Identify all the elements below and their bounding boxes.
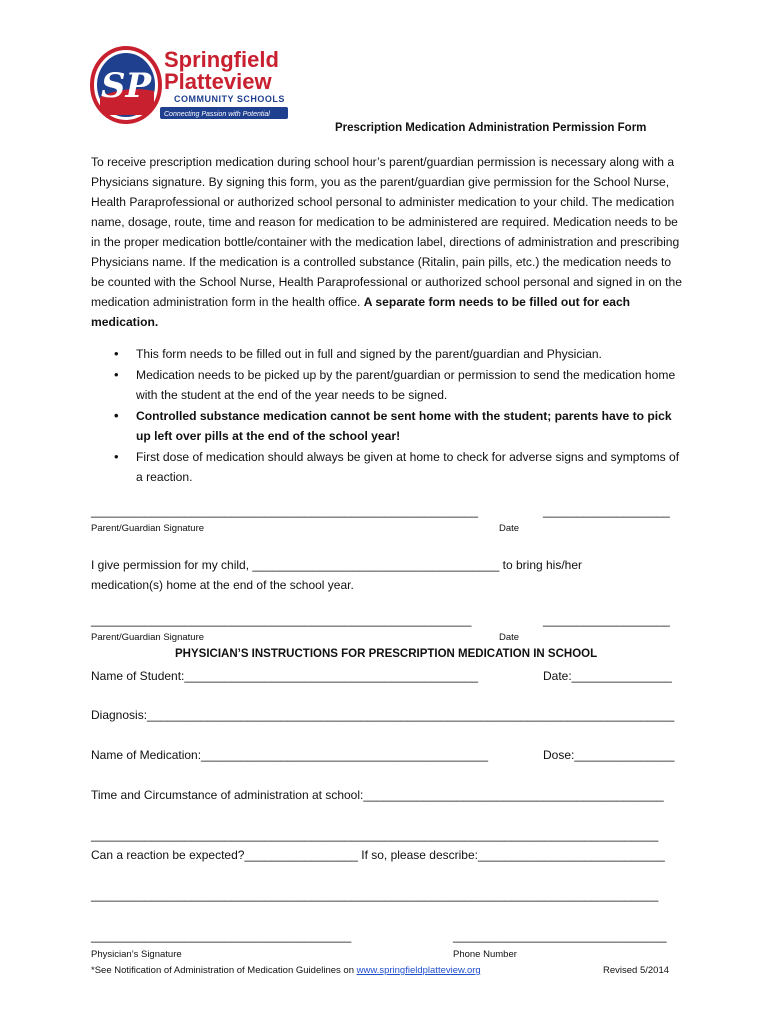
parent-date-line-1[interactable]: ___________________ — [543, 504, 670, 518]
revised-date: Revised 5/2014 — [603, 965, 670, 976]
form-title: Prescription Medication Administration Permission Form — [335, 122, 647, 134]
intro-paragraph — [91, 152, 683, 332]
student-name-field[interactable]: Name of Student:____________________________________________ — [91, 669, 479, 683]
physician-section-title: PHYSICIAN’S INSTRUCTIONS FOR PRESCRIPTION MEDICATION IN SCHOOL — [175, 648, 598, 660]
footer-note-text: *See Notification of Administration of Medication Guidelines on — [91, 965, 354, 976]
permission-line-2: medication(s) home at the end of the school year. — [91, 578, 354, 592]
parent-signature-label-2: Parent/Guardian Signature — [91, 632, 205, 643]
reaction-extra-line[interactable]: _____________________________________________________________________________________ — [91, 888, 659, 902]
physician-signature-line[interactable]: _______________________________________ — [91, 929, 352, 943]
physician-signature-label: Physician’s Signature — [91, 949, 182, 960]
logo-name-line2: Platteview — [164, 69, 272, 94]
phone-number-line[interactable]: ________________________________ — [453, 929, 667, 943]
intro-bold-text: A separate form needs to be filled out for each medication. — [91, 295, 631, 329]
physician-date-field[interactable]: Date:_______________ — [543, 669, 672, 683]
diagnosis-field[interactable]: Diagnosis:_______________________________________________________________________________ — [91, 708, 675, 722]
administration-time-extra-line[interactable]: _____________________________________________________________________________________ — [91, 828, 659, 842]
parent-signature-line-2[interactable]: _________________________________________________________ — [91, 613, 472, 627]
intro-text: To receive prescription medication during school hour’s parent/guardian permission is necessary along with a Physicians signature. By signing this form, you as the parent/guardian give permission for the School Nurse, Health Paraprofessional or authorized school personal to administer medication to your child. The medication name, dosage, route, time and reason for medication to be administered are required. Medication needs to be in the proper medication bottle/container with the medication label, directions of administration and prescribing Physicians name. If the medication is a controlled substance (Ritalin, pain pills, etc.) the medication needs to be counted with the School Nurse, Health Paraprofessional or authorized school personal and signed in on the medication administration form in the health office. — [91, 155, 682, 309]
parent-signature-label-1: Parent/Guardian Signature — [91, 523, 205, 534]
medication-name-field[interactable]: Name of Medication:___________________________________________ — [91, 748, 489, 762]
footer-note — [91, 963, 481, 979]
school-logo — [90, 45, 300, 125]
list-item: • First dose of medication should always be given at home to check for adverse signs and symptoms of a reaction. — [110, 447, 686, 487]
parent-signature-line-1[interactable]: __________________________________________________________ — [91, 504, 479, 518]
logo-tagline: Connecting Passion with Potential — [164, 111, 270, 118]
logo-monogram: SP — [100, 66, 152, 106]
list-item: • Controlled substance medication cannot be sent home with the student; parents have to pick up left over pills at the end of the school year! — [110, 406, 686, 446]
logo-name-line1: Springfield — [164, 47, 279, 72]
parent-date-line-2[interactable]: ___________________ — [543, 613, 670, 627]
logo-name-line3: COMMUNITY SCHOOLS — [174, 94, 285, 104]
parent-date-label-1: Date — [499, 523, 520, 534]
parent-date-label-2: Date — [499, 632, 520, 643]
list-item: • Medication needs to be picked up by the parent/guardian or permission to send the medication home with the student at the end of the year needs to be signed. — [110, 365, 686, 405]
permission-line-1[interactable]: I give permission for my child, _____________________________________ to bring his/her — [91, 558, 583, 572]
guidelines-link[interactable]: www.springfieldplatteview.org — [356, 965, 481, 976]
instructions-list — [110, 344, 686, 488]
administration-time-field[interactable]: Time and Circumstance of administration at school:_____________________________________________ — [91, 788, 664, 802]
dose-field[interactable]: Dose:_______________ — [543, 748, 675, 762]
phone-number-label: Phone Number — [453, 949, 517, 960]
reaction-field[interactable]: Can a reaction be expected?_________________ If so, please describe:____________________________ — [91, 848, 665, 862]
list-item: • This form needs to be filled out in full and signed by the parent/guardian and Physician. — [110, 344, 686, 364]
